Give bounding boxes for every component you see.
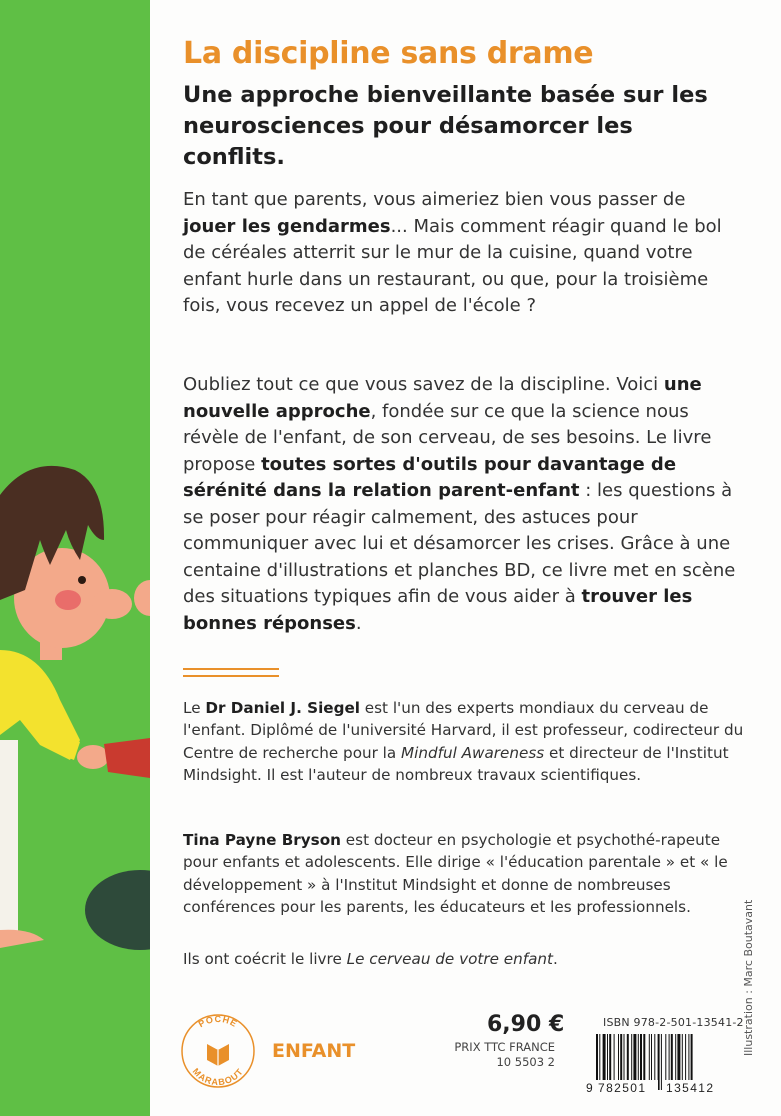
illustration-credit: Illustration : Marc Boutavant [742, 899, 755, 1056]
child-illustration [0, 0, 150, 1116]
price-code: 10 5503 2 [496, 1055, 555, 1069]
barcode-first-digit: 9 [586, 1081, 593, 1094]
barcode-left-digits: 782501 [598, 1081, 647, 1094]
blurb-paragraph-2: Oubliez tout ce que vous savez de la discipline. Voici une nouvelle approche, fondée sur ce que la science nous révèle de l'enfant, de son cerveau, de ses besoins. Le livre propose toutes sortes d'outils pour davantage de sérénité dans la relation parent-enfant : les questions à se poser pour réagir calmement, des astuces pour communiquer avec lui et désamorcer les crises. Grâce à une centaine d'illustrations et planches BD, ce livre met en scène des situations typiques afin de vous aider à trouver les bonnes réponses. [183, 374, 736, 634]
price-details [450, 1040, 555, 1070]
price-country: PRIX TTC FRANCE [454, 1040, 555, 1054]
separator-line [183, 675, 279, 677]
author-bio-siegel: Le Dr Daniel J. Siegel est l'un des experts mondiaux du cerveau de l'enfant. Diplômé de l'université Harvard, il est professeur, codirecteur du Centre de recherche pour la Mindful Awareness et directeur de l'Institut Mindsight. Il est l'auteur de nombreux travaux scientifiques. [183, 699, 744, 784]
barcode-right-digits: 135412 [666, 1081, 715, 1094]
poche-marabout-logo [177, 1010, 259, 1092]
book-subtitle: Une approche bienveillante basée sur les neurosciences pour désamorcer les conflits. [183, 82, 708, 170]
isbn-barcode [584, 1034, 739, 1094]
svg-text:POCHE: POCHE [196, 1013, 240, 1030]
blurb-paragraph-1: En tant que parents, vous aimeriez bien vous passer de jouer les gendarmes... Mais comment réagir quand le bol de céréales atterrit sur le mur de la cuisine, quand votre enfant hurle dans un restaurant, ou que, pour la troisième fois, vous recevez un appel de l'école ? [183, 189, 722, 316]
isbn-number: ISBN 978-2-501-13541-2 [603, 1016, 744, 1029]
svg-text:MARABOUT: MARABOUT [190, 1066, 246, 1088]
separator-line [183, 668, 279, 670]
cover-illustration-panel [0, 0, 150, 1116]
author-bio-bryson: Tina Payne Bryson est docteur en psychologie et psychothé-rapeute pour enfants et adolescents. Elle dirige « l'éducation parentale » et « le développement » à l'Institut Mindsight et donne de nombreuses conférences pour les parents, les éducateurs et les professionnels. [183, 831, 728, 916]
price: 6,90 € [487, 1012, 565, 1037]
book-title: La discipline sans drame [183, 36, 594, 71]
coauthors-note: Ils ont coécrit le livre Le cerveau de votre enfant. [183, 950, 558, 968]
collection-label: ENFANT [272, 1040, 356, 1062]
